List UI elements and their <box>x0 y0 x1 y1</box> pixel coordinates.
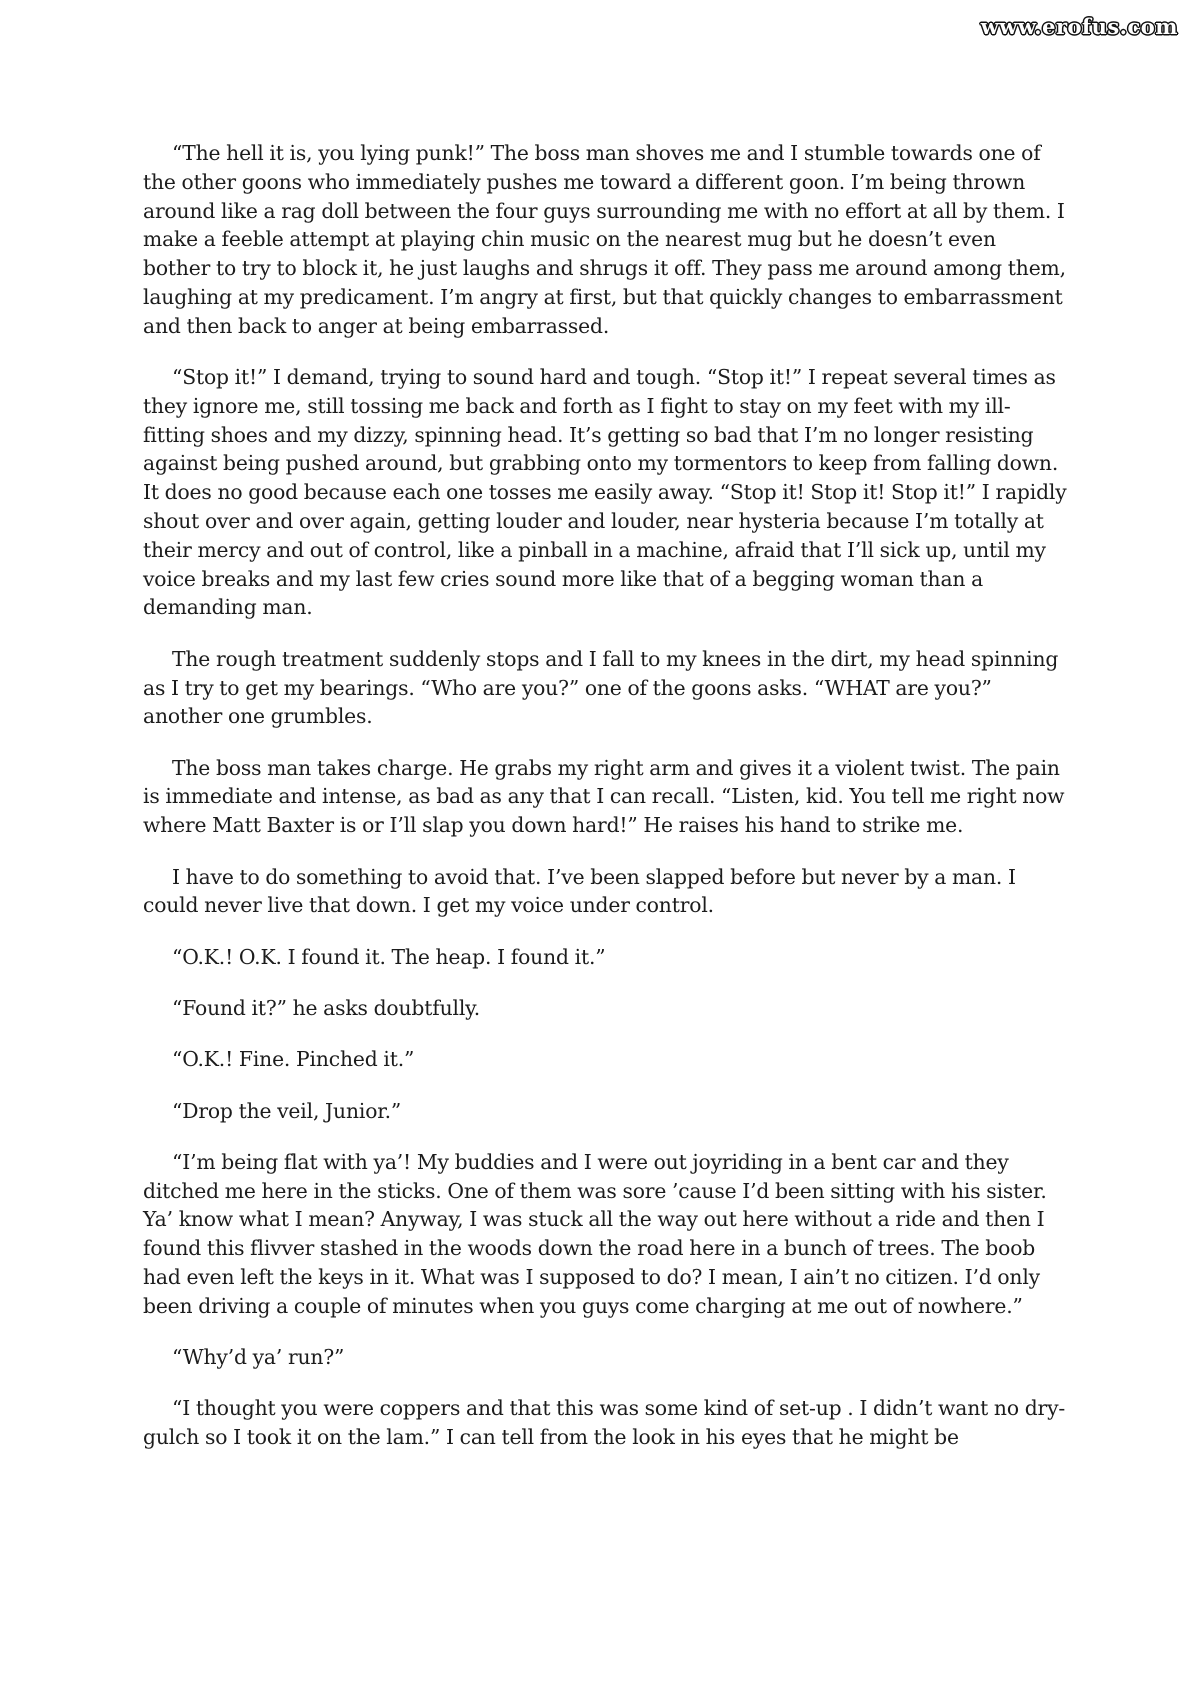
paragraph: “The hell it is, you lying punk!” The boss man shoves me and I stumble towards one of the other goons who immediately pushes me toward a different goon. I’m being thrown around like a rag doll between the four guys surrounding me with no effort at all by them. I make a feeble attempt at playing chin music on the nearest mug but he doesn’t even bother to try to block it, he just laughs and shrugs it off. They pass me around among them, laughing at my predicament. I’m angry at first, but that quickly changes to embarrassment and then back to anger at being embarrassed. <box>143 141 1066 338</box>
paragraph: The rough treatment suddenly stops and I fall to my knees in the dirt, my head spinning as I try to get my bearings. “Who are you?” one of the goons asks. “WHAT are you?” another one grumbles. <box>143 646 1059 729</box>
paragraph: “I thought you were coppers and that this was some kind of set-up . I didn’t want no dry-gulch so I took it on the lam.” I can tell from the look in his eyes that he might be <box>143 1396 1066 1450</box>
paragraph: “Drop the veil, Junior.” <box>172 1098 402 1123</box>
paragraph: “O.K.! Fine. Pinched it.” <box>172 1047 415 1072</box>
paragraph: “I’m being flat with ya’! My buddies and I were out joyriding in a bent car and they ditched me here in the sticks. One of them was sore ’cause I’d been sitting with his sister. Ya’ know what I mean? Anyway, I was stuck all the way out here without a ride and then I found this flivver stashed in the woods down the road here in a bunch of trees. The boob had even left the keys in it. What was I supposed to do? I mean, I ain’t no citizen. I’d only been driving a couple of minutes when you guys come charging at me out of nowhere.” <box>143 1149 1047 1318</box>
watermark: www.erofus.com <box>980 14 1178 39</box>
paragraph: “O.K.! O.K. I found it. The heap. I found it.” <box>172 944 606 969</box>
page-text <box>143 139 1067 1474</box>
paragraph: “Found it?” he asks doubtfully. <box>172 995 481 1020</box>
paragraph: The boss man takes charge. He grabs my right arm and gives it a violent twist. The pain is immediate and intense, as bad as any that I can recall. “Listen, kid. You tell me right now where Matt Baxter is or I’ll slap you down hard!” He raises his hand to strike me. <box>143 755 1065 838</box>
paragraph: “Why’d ya’ run?” <box>172 1345 345 1370</box>
paragraph: I have to do something to avoid that. I’ve been slapped before but never by a man. I could never live that down. I get my voice under control. <box>143 864 1016 918</box>
paragraph: “Stop it!” I demand, trying to sound hard and tough. “Stop it!” I repeat several times as they ignore me, still tossing me back and forth as I fight to stay on my feet with my ill-fitting shoes and my dizzy, spinning head. It’s getting so bad that I’m no longer resisting against being pushed around, but grabbing onto my tormentors to keep from falling down. It does no good because each one tosses me easily away. “Stop it! Stop it! Stop it!” I rapidly shout over and over again, getting louder and louder, near hysteria because I’m totally at their mercy and out of control, like a pinball in a machine, afraid that I’ll sick up, until my voice breaks and my last few cries sound more like that of a begging woman than a demanding man. <box>143 365 1067 620</box>
